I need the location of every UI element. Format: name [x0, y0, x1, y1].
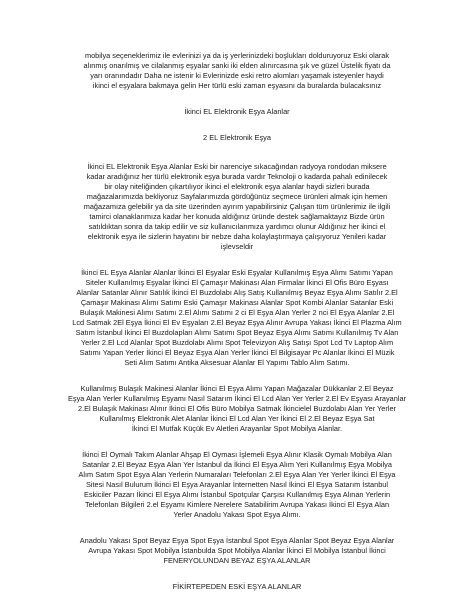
- paragraph-keywords-3: [68, 450, 406, 520]
- text-line: İkinci EL Eşya Alanlar Alanlar İkinci El Eşyalar Eski Eşyalar Kullanılmış Eşya Alımı Satımı Yapan: [81, 268, 393, 277]
- document-body: [68, 51, 406, 592]
- section-heading: İkinci EL Elektronik Eşya Alanlar: [184, 107, 290, 116]
- text-line: Kullanılmış Bulaşık Makinesi Alanlar İkinci El Eşya Alımı Yapan Mağazalar Dükkanlar 2.El Beyaz: [80, 384, 394, 393]
- text-line: FENERYOLUNDAN BEYAZ EŞYA ALANLAR: [163, 556, 311, 565]
- text-line: Satımı Yapan Yerler İkinci El Beyaz Eşya Alan Yerler İkinci El Bilgisayar Pc Alanlar İkinci El Müzik: [79, 348, 395, 357]
- text-line: işlevseldir: [220, 242, 254, 251]
- text-line: kadar aradığınız her türlü elektronik eşya burada vardır Teknoloji o kadarda pahalı edinilecek: [86, 172, 388, 181]
- text-line: Satım İstanbul İkinci El Buzdolapları Alımı Satımı Spot Beyaz Eşya Alımı Satımı Kullanılmış Tv Alan: [75, 328, 399, 337]
- text-line: Lcd Satmak 2El Eşya İkinci El Ev Eşyaları 2.El Beyaz Eşya Alınır Avrupa Yakası İkinci El Plazma Alım: [72, 318, 402, 327]
- text-line: mağazamıza gelebilir ya da site üzerinden ayırım yapabilirsiniz Çalışan tüm ürünlerimiz ile ilgili: [83, 202, 391, 211]
- text-line: İkinci El Oymalı Takım Alanlar Ahşap El Oyması İşlemeli Eşya Alınır Klasik Oymalı Mobilya Alan: [82, 450, 392, 459]
- text-line: Yerler 2.El Lcd Alanlar Spot Buzdolabı Alımı Spot Televizyon Alış Satışı Spot Lcd Tv Laptop Alım: [80, 338, 394, 347]
- text-line: mağazalarımızda bekliyoruz Sayfalarımızda gördüğünüz seçmece ürünleri almak için hemen: [86, 192, 388, 201]
- text-line: yarı oranındadır Daha ne istenir ki Evlerinizde eski retro akımları yaşamak isteyenler haydi: [90, 71, 384, 80]
- text-line: Eşya Alan Yerler Kullanılmış Eşyamı Nasıl Satarım İkinci El Lcd Alan Yer Yerler 2.El Ev Eşyası Arayanlar: [68, 394, 406, 403]
- text-line: Bulaşık Makinesi Alımı Satımı 2.El Alımı Satımı 2 ci El Eşya Alan Yerler 2 nci El Eşya Alanlar 2.El: [79, 308, 395, 317]
- text-line: Avrupa Yakası Spot Mobilya İstanbulda Spot Mobilya Alanlar İkinci El Mobilya İstanbul İkinci: [88, 546, 386, 555]
- text-line: Anadolu Yakası Spot Beyaz Eşya Spot Eşya İstanbul Spot Eşya Alanlar Spot Beyaz Eşya Alanlar: [79, 536, 395, 545]
- text-line: satıldıktan sonra da takip edilir ve siz kullanıcılarımıza yardımcı olunur Aldığınız her ikinci el: [88, 222, 386, 231]
- text-line: Yerler Anadolu Yakası Spot Eşya Alımı.: [173, 510, 301, 519]
- text-line: mobilya seçeneklerimiz ile evlerinizi ya da iş yerlerinizdeki boşlukları dolduruyoruz Eski olarak: [84, 51, 390, 60]
- text-line: ikinci el eşyalara bakmaya gelin Her türlü eski zaman eşyasını da buralarda bulacaksınız: [92, 81, 382, 90]
- subsection-heading: 2 EL Elektronik Eşya: [203, 133, 271, 142]
- text-line: Alanlar Satanlar Alınır Satılık İkinci El Buzdolabı Alış Satış Kullanılmış Beyaz Eşya Alımı Satılır 2.El: [76, 288, 398, 297]
- text-line: alınmış onarılmış ve cilalanmış eşyalar sanki iki elden alınırcasına şık ve güzel Üstelik fiyatı da: [83, 61, 391, 70]
- paragraph-keywords-2: [68, 384, 406, 434]
- text-line: İkinci EL Elektronik Eşya Alanlar Eski bir narenciye sıkacağından radyoya rondodan miksere: [87, 162, 387, 171]
- text-line: Telefonları Bilgileri 2.el Eşyamı Kimlere Nerelere Satabilirim Avrupa Yakası İkinci El Eşya Alan: [84, 500, 390, 509]
- text-line: Çamaşır Makinası Alımı Satımı Eski Çamaşır Makinası Alanlar Spot Kombi Alanlar Satanlar Eski: [80, 298, 394, 307]
- paragraph-electronics: [68, 162, 406, 252]
- text-line: tamirci olanaklarımıza kadar her konuda aldığınız üründe destek sağlamaktayız Bizde ürün: [89, 212, 385, 221]
- text-line: bir olay niteliğinden çıkartılıyor ikinci el elektronik eşya alanlar haydi sizleri burada: [104, 182, 370, 191]
- paragraph-keywords-4: [68, 536, 406, 566]
- paragraph-keywords-1: [68, 268, 406, 368]
- intro-paragraph: [68, 51, 406, 91]
- text-line: Siteler Kullanılmış Eşyalar İkinci El Çamaşır Makinası Alan Firmalar İkinci El Ofis Büro Eşyası: [85, 278, 389, 287]
- text-line: Satanlar 2.El Beyaz Eşya Alan Yer İstanbul da İkinci El Eşya Alım Yeri Kullanılmış Eşya Mobilya: [82, 460, 392, 469]
- text-line: Seti Alım Satımı Antika Aksesuar Alanlar El Yapımı Tablo Alım Satımı.: [124, 358, 350, 367]
- text-line: elektronik eşya ile sizlerin hayatını bir nebze daha kolaylaştırmaya çalışıyoruz Yenileri kadar: [87, 232, 387, 241]
- text-line: Eskiciler Pazarı İkinci El Eşya Alımı İstanbul Spotçular Çarşısı Kullanılmış Eşya Alınan Yerlerin: [83, 490, 391, 499]
- text-line: Alım Satım Spot Eşya Alan Yerlerin Numaraları Telefonları 2.El Eşya Alan Yer Yerler İkinci El Eşya: [78, 470, 396, 479]
- text-line: İkinci El Mutfak Küçük Ev Aletleri Arayanlar Spot Mobilya Alanlar.: [131, 424, 343, 433]
- text-line: Sitesi Nasıl Bulurum İkinci El Eşya Arayanlar İnternetten Nasıl İkinci El Eşya Satarım İstanbul: [85, 480, 389, 489]
- text-line: Kullanılmış Elektronik Alet Alanlar İkinci El Lcd Alan Yer İkinci El 2.El Beyaz Eşya Sat: [99, 414, 375, 423]
- closing-heading: FİKİRTEPEDEN ESKİ EŞYA ALANLAR: [172, 582, 302, 591]
- text-line: 2.El Bulaşık Makinası Alınır İkinci El Ofis Büro Mobilya Satmak İkincielel Buzdolabı Alan Yer Yerler: [78, 404, 396, 413]
